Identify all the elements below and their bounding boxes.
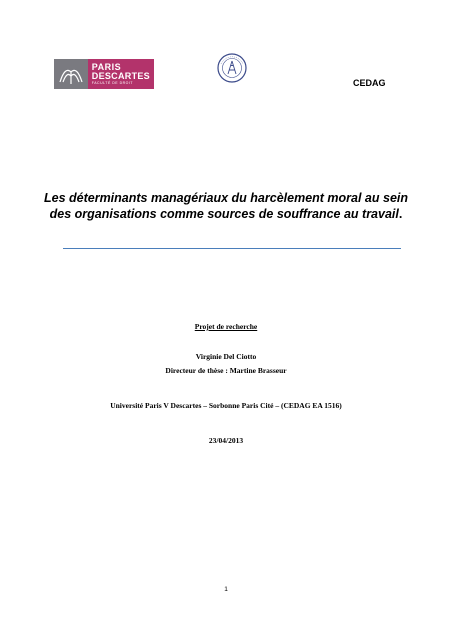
logo-line-3: FACULTÉ DE DROIT: [91, 80, 133, 85]
title-divider: [63, 248, 401, 249]
document-type: Projet de recherche: [194, 322, 258, 331]
logo-line-1: PARIS: [91, 61, 122, 72]
page-number: 1: [224, 586, 228, 593]
author-name: Virginie Del Ciotto: [195, 352, 257, 361]
document-date: 23/04/2013: [208, 436, 244, 445]
tree-emblem-icon: [54, 59, 88, 89]
university-logo: [54, 58, 154, 90]
institution: Université Paris V Descartes – Sorbonne Paris Cité – (CEDAG EA 1516): [110, 401, 342, 410]
logo-line-2: DESCARTES: [91, 70, 150, 81]
title-end-punct: .: [398, 207, 403, 221]
title-text: Les déterminants managériaux du harcèlement moral au sein des organisations comme sources de souffrance au travail: [43, 191, 408, 221]
university-logo-wordmark: [88, 59, 154, 89]
thesis-supervisor: Directeur de thèse : Martine Brasseur: [165, 366, 287, 375]
cedag-seal-icon: [216, 52, 248, 84]
document-title: [40, 190, 412, 222]
lab-label: CEDAG: [353, 78, 386, 88]
